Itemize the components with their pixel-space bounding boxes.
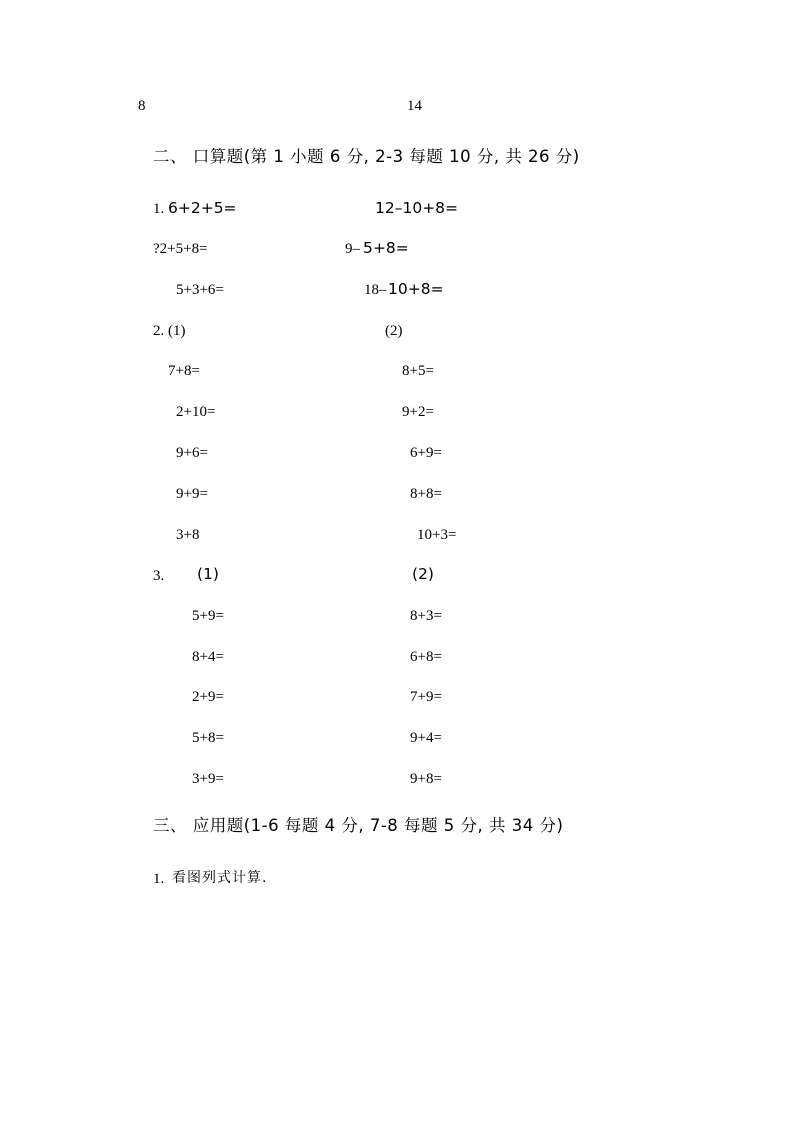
q2-left-item: 9+9= (176, 486, 208, 502)
q2-left-item: 2+10= (176, 404, 216, 420)
q1-row2-right-prefix: 9– (345, 241, 360, 257)
q2-right-item: 9+2= (402, 404, 434, 420)
s3-q1-text: 看图列式计算. (172, 870, 268, 886)
q3-right-item: 9+4= (410, 730, 442, 746)
q1-row2-right: 5+8= (363, 239, 409, 257)
s3-q1-number: 1. (153, 871, 165, 887)
q3-left-item: 8+4= (192, 649, 224, 665)
q3-left-item: 5+8= (192, 730, 224, 746)
q2-number: 2. (1) (153, 323, 186, 339)
q3-part1-label: (1) (197, 565, 219, 583)
section3-heading: 三、 应用题(1-6 每题 4 分, 7-8 每题 5 分, 共 34 分) (153, 816, 564, 835)
q1-row3-right-prefix: 18– (364, 282, 387, 298)
top-number-left: 8 (138, 98, 146, 114)
q3-left-item: 5+9= (192, 608, 224, 624)
top-number-right: 14 (407, 98, 422, 114)
q3-left-item: 2+9= (192, 689, 224, 705)
q3-number: 3. (153, 568, 165, 584)
q3-right-item: 6+8= (410, 649, 442, 665)
q1-row3-left: 5+3+6= (176, 282, 224, 298)
q3-right-item: 7+9= (410, 689, 442, 705)
q2-right-item: 10+3= (417, 527, 457, 543)
q3-part2-label: (2) (412, 565, 434, 583)
q2-left-item: 3+8 (176, 527, 200, 543)
q1-number: 1. (153, 201, 165, 217)
q1-row3-right: 10+8= (388, 280, 444, 298)
q2-part2-label: (2) (385, 323, 403, 339)
section2-heading: 二、 口算题(第 1 小题 6 分, 2-3 每题 10 分, 共 26 分) (153, 147, 580, 166)
q1-row2-left: ?2+5+8= (153, 241, 208, 257)
q3-left-item: 3+9= (192, 771, 224, 787)
q3-right-item: 9+8= (410, 771, 442, 787)
q2-left-item: 9+6= (176, 445, 208, 461)
q2-left-item: 7+8= (168, 363, 200, 379)
q2-right-item: 8+8= (410, 486, 442, 502)
q2-right-item: 6+9= (410, 445, 442, 461)
q2-right-item: 8+5= (402, 363, 434, 379)
q1-row1-right: 12–10+8= (375, 199, 459, 217)
q3-right-item: 8+3= (410, 608, 442, 624)
q1-row1-left: 6+2+5= (168, 199, 237, 217)
